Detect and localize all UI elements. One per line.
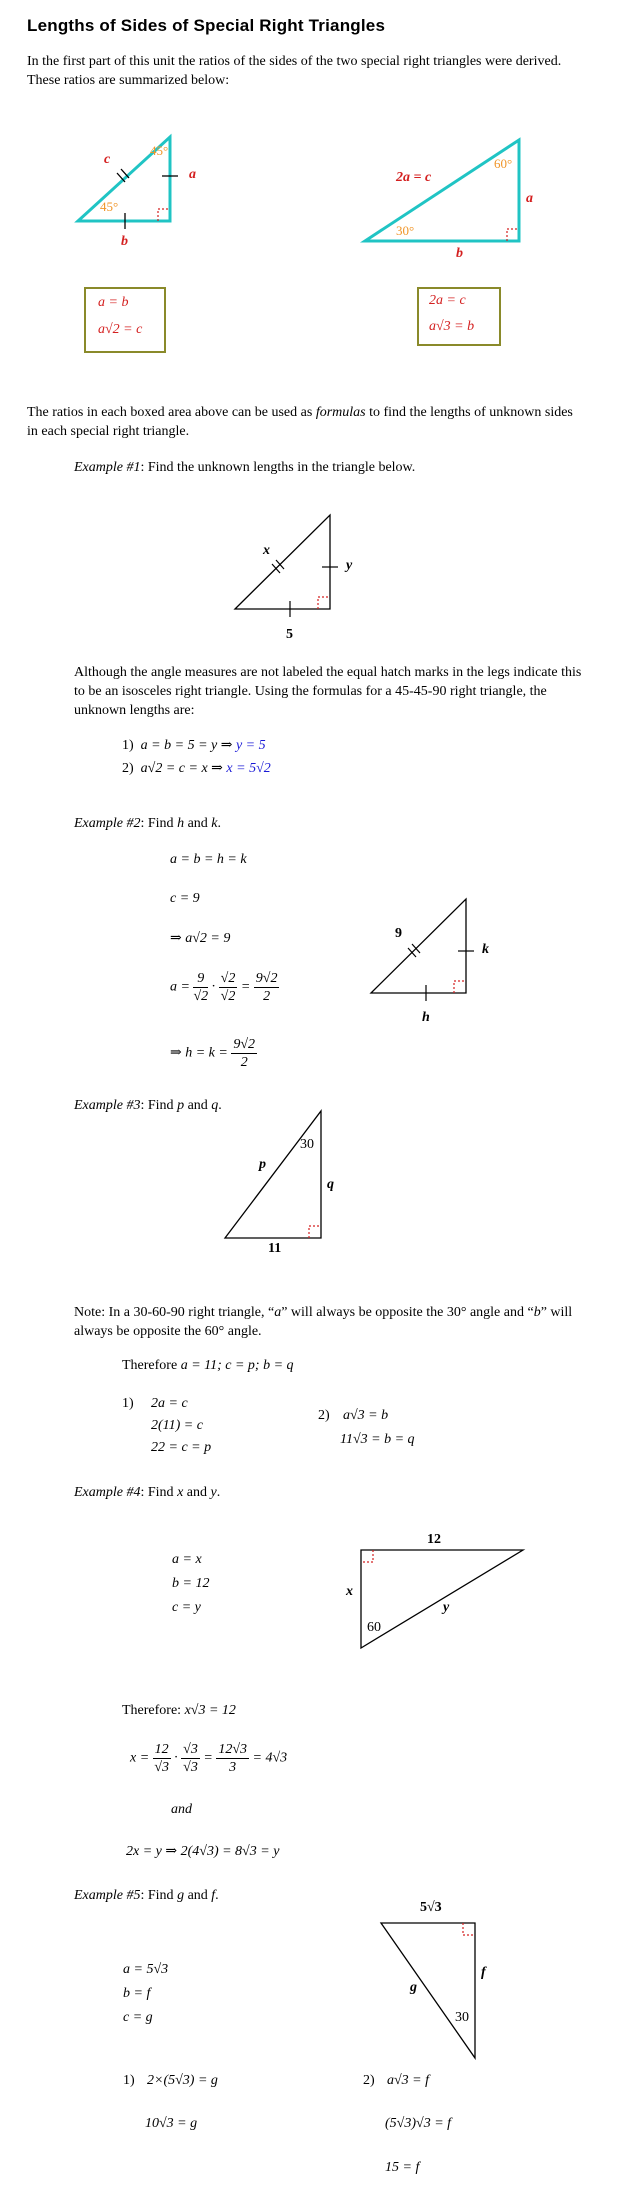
- tri2-label-a: a: [526, 191, 533, 206]
- page-title: Lengths of Sides of Special Right Triangles: [27, 16, 386, 35]
- ex4-last-line: 2x = y ⇒ 2(4√3) = 8√3 = y: [126, 1844, 280, 1859]
- ex5-case2-line3: 15 = f: [385, 2160, 420, 2175]
- ex2-tri-label-k: k: [482, 942, 489, 957]
- example1-heading: Example #1: Find the unknown lengths in the triangle below.: [74, 460, 416, 475]
- example2-heading: Example #2: Find h and k.: [74, 816, 221, 831]
- ex4-and: and: [171, 1802, 192, 1817]
- ex4-therefore: Therefore: x√3 = 12: [122, 1703, 236, 1718]
- ex2-tri-label-9: 9: [395, 926, 402, 941]
- ex3-case2-line1: a√3 = b: [343, 1408, 389, 1423]
- ex4-line3: c = y: [172, 1600, 201, 1615]
- ex1-step1: 1) a = b = 5 = y ⇒ y = 5: [122, 738, 266, 753]
- formulas-paragraph: The ratios in each boxed area above can be used as formulas to find the lengths of unknown sides in each special right triangle.: [27, 405, 573, 439]
- ex4-tri-label-12: 12: [427, 1532, 441, 1547]
- ex1-step2: 2) a√2 = c = x ⇒ x = 5√2: [122, 761, 271, 776]
- example4-heading: Example #4: Find x and y.: [74, 1485, 221, 1500]
- ex2-line4: a = $\frac{9}{√2}$ · $\frac{√2}{√2}$ = $\frac{9√2}{2}$: [170, 971, 278, 1004]
- ex1-label-5: 5: [286, 627, 293, 642]
- ex4-equation: x = $\frac{12}{√3}$ · $\frac{√3}{√3}$ = $\frac{12√3}{3}$ = 4√3: [130, 1742, 288, 1775]
- ex2-line5: ⇒ h = k = $\frac{9√2}{2}$: [170, 1037, 256, 1070]
- ex5-tri-label-30: 30: [455, 2010, 469, 2025]
- example1-explanation: Although the angle measures are not labeled the equal hatch marks in the legs indicate this to be an isosceles right triangle. Using the formulas for a 45-45-90 right triangle, the unknown lengths are:: [74, 665, 582, 718]
- ex3-case2-line2: 11√3 = b = q: [340, 1432, 415, 1447]
- ex5-case1-line2: 10√3 = g: [145, 2116, 198, 2131]
- ex3-case2-num: 2): [318, 1408, 330, 1423]
- ex4-tri-label-60: 60: [367, 1620, 381, 1635]
- ex5-case2-num: 2): [363, 2073, 375, 2088]
- ex4-tri-label-x: x: [346, 1584, 353, 1599]
- ex1-label-x: x: [263, 543, 270, 558]
- tri2-label-hyp: 2a = c: [396, 170, 432, 185]
- ex4-line2: b = 12: [172, 1576, 210, 1591]
- ex2-line2: c = 9: [170, 891, 200, 906]
- ex5-line3: c = g: [123, 2010, 153, 2025]
- ex5-tri-label-top: 5√3: [420, 1900, 442, 1915]
- box1-line1: a = b: [98, 295, 129, 310]
- tri1-label-b: b: [121, 234, 128, 249]
- box2-line2: a√3 = b: [429, 319, 475, 334]
- ex2-tri-label-h: h: [422, 1010, 430, 1025]
- ex3-tri-label-p: p: [259, 1157, 266, 1172]
- ex3-case1-line3: 22 = c = p: [151, 1440, 212, 1455]
- tri1-angle-left: 45°: [100, 199, 119, 214]
- ex3-case1-num: 1): [122, 1396, 134, 1411]
- formula-box-45: [84, 287, 166, 353]
- example3-heading: Example #3: Find p and q.: [74, 1098, 222, 1113]
- intro-paragraph: In the first part of this unit the ratios of the sides of the two special right triangles were derived. These ratios are summarized below:: [27, 54, 562, 88]
- formula-box-30-60: [417, 287, 501, 346]
- ex5-case1-num: 1): [123, 2073, 135, 2088]
- box1-line2: a√2 = c: [98, 322, 143, 337]
- ex5-case2-line2: (5√3)√3 = f: [385, 2116, 452, 2131]
- box2-line1: 2a = c: [429, 293, 466, 308]
- ex5-line2: b = f: [123, 1986, 151, 2001]
- tri1-label-c: c: [104, 152, 111, 167]
- tri2-angle-top: 60°: [494, 156, 513, 171]
- tri2-label-b: b: [456, 246, 463, 261]
- tri1-angle-top: 45°: [150, 143, 169, 158]
- ex5-case2-line1: a√3 = f: [387, 2073, 430, 2088]
- ex5-case1-line1: 2×(5√3) = g: [147, 2073, 218, 2088]
- ex2-line1: a = b = h = k: [170, 852, 247, 867]
- ex5-tri-label-f: f: [481, 1965, 486, 1980]
- ex3-tri-label-q: q: [327, 1177, 334, 1192]
- ex3-case1-line1: 2a = c: [151, 1396, 188, 1411]
- tri1-label-a: a: [189, 167, 196, 182]
- example3-note: Note: In a 30-60-90 right triangle, “a” will always be opposite the 30° angle and “b” will always be opposite the 60° angle.: [74, 1305, 573, 1339]
- ex3-tri-label-11: 11: [268, 1241, 282, 1256]
- ex4-line1: a = x: [172, 1552, 202, 1567]
- ex1-label-y: y: [346, 558, 353, 573]
- ex2-line3: ⇒ a√2 = 9: [170, 931, 231, 946]
- ex5-tri-label-g: g: [410, 1980, 417, 1995]
- ex3-tri-label-30: 30: [300, 1137, 314, 1152]
- ex5-line1: a = 5√3: [123, 1962, 169, 1977]
- ex4-tri-label-y: y: [443, 1600, 450, 1615]
- ex3-case1-line2: 2(11) = c: [151, 1418, 203, 1433]
- tri2-angle-left: 30°: [396, 223, 415, 238]
- example5-heading: Example #5: Find g and f.: [74, 1888, 219, 1903]
- ex3-therefore: Therefore a = 11; c = p; b = q: [122, 1358, 294, 1373]
